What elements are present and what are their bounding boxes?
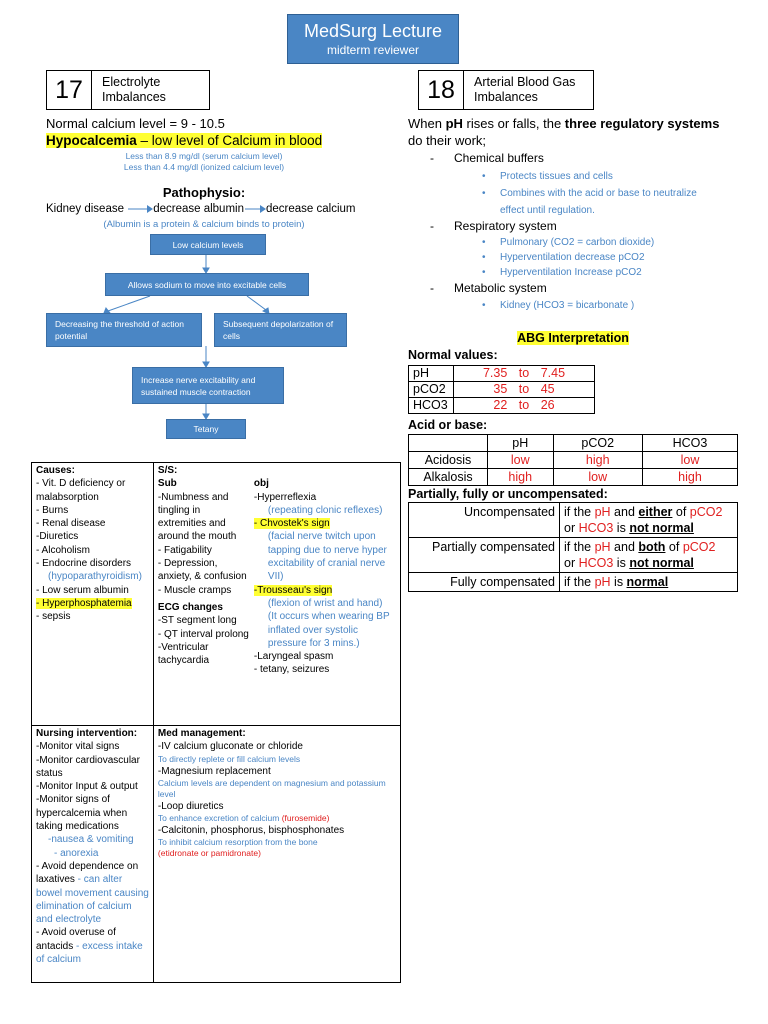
section-title: Electrolyte Imbalances [91, 71, 166, 109]
pathophysio-chain: Kidney disease decrease albumin decrease calcium [46, 203, 356, 215]
lecture-subtitle: midterm reviewer [326, 43, 419, 57]
normal-calcium-text: Normal calcium level = 9 - 10.5 [46, 116, 225, 131]
section-number: 17 [55, 75, 83, 104]
acid-base-title: Acid or base: [408, 418, 488, 432]
flow-box-threshold: Decreasing the threshold of action potential [46, 313, 202, 347]
flow-box-depolarization: Subsequent depolarization of cells [214, 313, 347, 347]
table-row [32, 726, 401, 983]
respiratory-list: • Pulmonary (CO2 = carbon dioxide) • Hyperventilation decrease pCO2 • Hyperventilation Increase pCO2 [482, 237, 655, 278]
hypocalcemia-details-table [31, 462, 401, 983]
flow-box-nerve-excitability: Increase nerve excitability and sustained muscle contraction [132, 367, 284, 404]
serum-level-note: Less than 8.9 mg/dl (serum calcium level) [125, 151, 283, 161]
normal-values-table [408, 365, 595, 414]
med-management-cell: Med management: -IV calcium gluconate or chloride To directly replete or fill calcium levels -Magnesium replacement Calcium levels are dependent on magnesium and potassium level -Loop diuretics To enhance excretion of calcium (furosemide) -Calcitonin, phosphorus, bisphosphonates To inhibit calcium resorption from the bone (etidronate or pamidronate) [153, 726, 400, 983]
regulatory-intro: When pH rises or falls, the three regulatory systems do their work; [408, 116, 720, 148]
hypocalcemia-definition: Hypocalcemia – low level of Calcium in blood [46, 133, 323, 148]
flow-box-sodium-move: Allows sodium to move into excitable cells [105, 273, 309, 296]
table-row: Acidosis low high low [409, 452, 738, 469]
nursing-intervention-cell: Nursing intervention: -Monitor vital signs -Monitor cardiovascular status -Monitor Input & output -Monitor signs of hypercalcemia when taking medications -nausea & vomiting - anorexia - Avoid dependence on laxatives - can alter bowel movement causing elimination of calcium and electrolyte - Avoid overuse of antacids - excess intake of calcium [32, 726, 154, 983]
compensation-title: Partially, fully or uncompensated: [408, 487, 608, 501]
causes-cell: Causes: - Vit. D deficiency or malabsorption - Burns - Renal disease -Diuretics - Alcoholism - Endocrine disorders (hypoparathyroidism) - Low serum albumin - Hyperphosphatemia - sepsis [32, 463, 154, 726]
ionized-level-note: Less than 4.4 mg/dl (ionized calcium level) [123, 162, 285, 172]
lecture-title: MedSurg Lecture [303, 21, 443, 41]
table-row: pH 7.35 to 7.45 [409, 366, 595, 382]
table-row: Partially compensated if the pH and both of pCO2 or HCO3 is not normal [409, 538, 738, 573]
flow-box-tetany: Tetany [166, 419, 246, 439]
table-row: Fully compensated if the pH is normal [409, 573, 738, 592]
table-row: pCO2 35 to 45 [409, 382, 595, 398]
acid-base-table [408, 434, 738, 486]
section-18-heading [418, 70, 594, 110]
table-row: Uncompensated if the pH and either of pCO2 or HCO3 is not normal [409, 503, 738, 538]
pathophysio-title: Pathophysio: [162, 185, 246, 200]
albumin-note: (Albumin is a protein & calcium binds to protein) [103, 219, 305, 230]
section-title: Arterial Blood Gas Imbalances [463, 71, 575, 109]
system-respiratory: - Respiratory system [430, 219, 557, 233]
signs-symptoms-cell: S/S: Sub -Numbness and tingling in extremities and around the mouth - Fatigability - Depression, anxiety, & confusion - Muscle cramps ECG changes -ST segment long - QT interval prolong -Ventricular tachycardia obj -Hyperreflexia (repeating clonic reflexes) - Chvostek's sign (facial nerve twitch upon tapping due to nerve hyper excitability of cranial nerve VII) -Trousseau's sign (flexion of wrist and hand) (It occurs when wearing BP inflated over systolic pressure for 3 mins.) -Laryngeal spasm - tetany, seizures [153, 463, 400, 726]
system-metabolic: - Metabolic system [430, 281, 547, 295]
table-row: pH pCO2 HCO3 [409, 435, 738, 452]
chemical-buffers-list: • Protects tissues and cells • Combines with the acid or base to neutralize effect until regulation. [482, 171, 697, 216]
abg-interpretation-title: ABG Interpretation [517, 331, 629, 345]
section-number: 18 [427, 75, 455, 104]
metabolic-list: • Kidney (HCO3 = bicarbonate ) [482, 300, 635, 311]
flow-box-low-calcium: Low calcium levels [150, 234, 266, 255]
compensation-table [408, 502, 738, 592]
table-row: HCO3 22 to 26 [409, 398, 595, 414]
table-row: Alkalosis high low high [409, 469, 738, 486]
table-row [32, 463, 401, 726]
system-chemical-buffers: - Chemical buffers [430, 151, 544, 165]
normal-values-title: Normal values: [408, 348, 498, 362]
